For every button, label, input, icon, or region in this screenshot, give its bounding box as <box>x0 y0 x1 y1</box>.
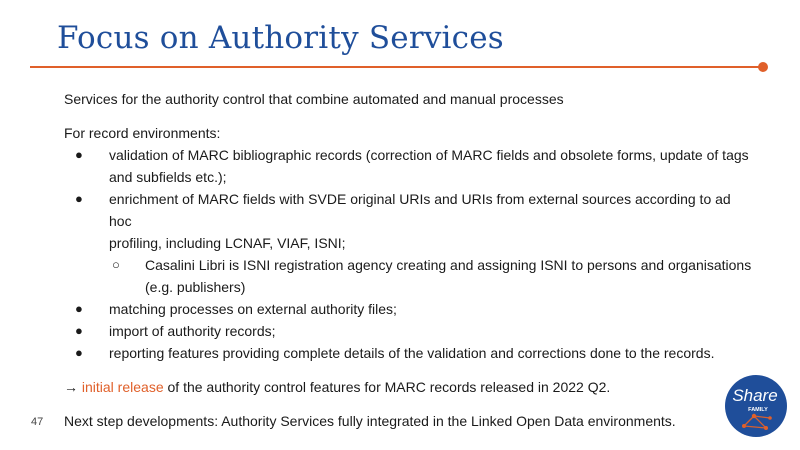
title-rule-dot <box>758 62 768 72</box>
record-env-heading: For record environments: <box>64 125 221 141</box>
logo-sub: FAMILY <box>748 407 768 413</box>
list-item <box>64 298 754 320</box>
list-item-line: validation of MARC bibliographic records (correction of MARC fields and obsolete forms, update of tags <box>109 147 749 163</box>
sub-list-item-line: Casalini Libri is ISNI registration agency creating and assigning ISNI to persons and organisations <box>145 257 752 273</box>
bullet-icon: ● <box>75 147 83 162</box>
next-steps-text: Next step developments: Authority Services fully integrated in the Linked Open Data environments. <box>64 413 676 429</box>
list-item <box>64 144 754 188</box>
list-item <box>64 342 754 364</box>
bullet-icon: ● <box>75 323 83 338</box>
list-item <box>64 188 754 254</box>
slide-title: Focus on Authority Services <box>57 20 504 56</box>
sub-list-item <box>64 254 754 298</box>
bullet-icon: ● <box>75 345 83 360</box>
list-item-line: enrichment of MARC fields with SVDE original URIs and URIs from external sources according to ad hoc <box>109 191 731 229</box>
list-item <box>64 320 754 342</box>
hollow-bullet-icon: ○ <box>112 257 120 272</box>
release-line <box>64 376 754 398</box>
sub-list-item-line: (e.g. publishers) <box>145 279 246 295</box>
slide-body <box>64 88 754 432</box>
list-item-line: profiling, including LCNAF, VIAF, ISNI; <box>109 235 346 251</box>
share-family-logo <box>724 374 788 438</box>
intro-text: Services for the authority control that combine automated and manual processes <box>64 91 564 107</box>
bullet-icon: ● <box>75 301 83 316</box>
logo-word: Share <box>732 386 778 405</box>
title-rule <box>30 66 762 68</box>
list-item-line: matching processes on external authority files; <box>109 301 397 317</box>
page-number: 47 <box>31 416 44 428</box>
list-item-line: import of authority records; <box>109 323 276 339</box>
list-item-line: and subfields etc.); <box>109 169 227 185</box>
bullet-icon: ● <box>75 191 83 206</box>
release-text: of the authority control features for MARC records released in 2022 Q2. <box>163 379 611 395</box>
list-item-line: reporting features providing complete details of the validation and corrections done to the records. <box>109 345 715 361</box>
initial-release-link[interactable]: initial release <box>81 379 164 395</box>
arrow-icon: → <box>64 379 78 395</box>
